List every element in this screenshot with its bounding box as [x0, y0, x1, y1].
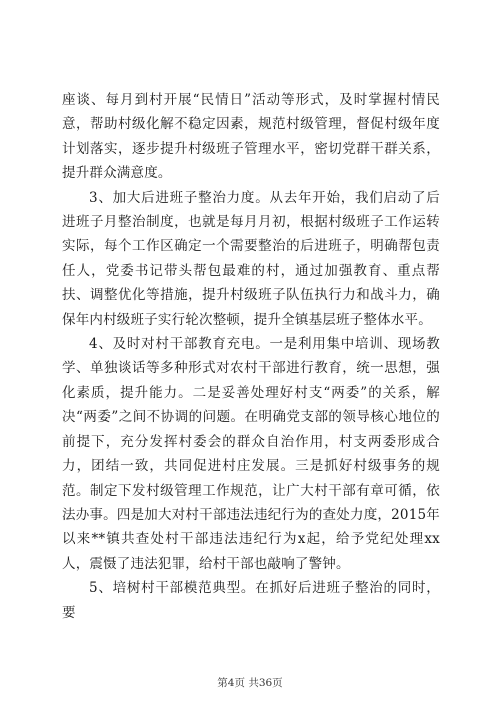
paragraph-item-5: 5、培树村干部模范典型。在抓好后进班子整治的同时，要 — [62, 580, 440, 621]
paragraph-continuation: 座谈、每月到村开展“民情日”活动等形式，及时掌握村情民意，帮助村级化解不稳定因素，规范村级管理，督促村级年度计划落实，逐步提升村级班子管理水平，密切党群干群关系，提升群众满意度。 — [62, 92, 440, 182]
paragraph-item-4: 4、及时对村干部教育充电。一是利用集中培训、现场教学、单独谈话等多种形式对农村干部进行教育，统一思想，强化素质，提升能力。二是妥善处理好村支“两委”的关系，解决“两委”之间不协调的问题。在明确党支部的领导核心地位的前提下，充分发挥村委会的群众自治作用，村支两委形成合力，团结一致，共同促进村庄发展。三是抓好村级事务的规范。制定下发村级管理工作规范，让广大村干部有章可循，依法办事。四是加大对村干部违法违纪行为的查处力度，2015年以来**镇共查处村干部违法违纪行为x起，给予党纪处理xx人，震慑了违法犯罪，给村干部也敲响了警钟。 — [62, 336, 440, 572]
document-body — [62, 88, 440, 625]
paragraph-item-3: 3、加大后进班子整治力度。从去年开始，我们启动了后进班子月整治制度，也就是每月月初，根据村级班子工作运转实际，每个工作区确定一个需要整治的后进班子，明确帮包责任人，党委书记带头帮包最难的村，通过加强教育、重点帮扶、调整优化等措施，提升村级班子队伍执行力和战斗力，确保年内村级班子实行轮次整顿，提升全镇基层班子整体水平。 — [62, 189, 440, 328]
page-number-footer: 第4页 共36页 — [217, 677, 283, 689]
